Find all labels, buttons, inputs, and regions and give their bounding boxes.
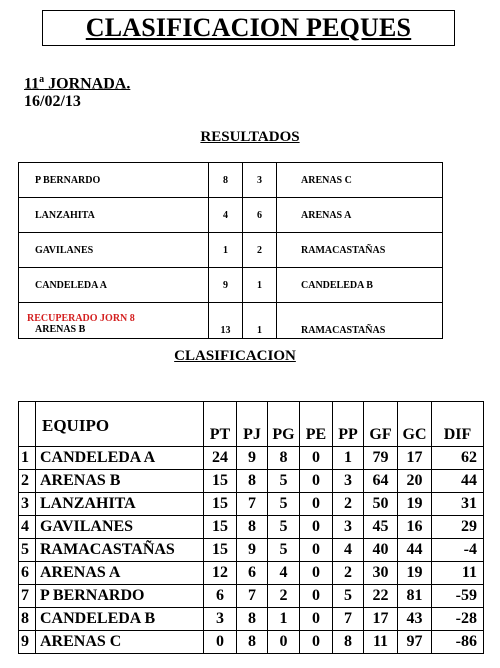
standing-pj: 7 bbox=[237, 585, 268, 608]
header-pp: PP bbox=[333, 402, 364, 447]
result-row bbox=[19, 198, 443, 233]
standing-dif: 29 bbox=[432, 516, 484, 539]
match-date: 16/02/13 bbox=[24, 93, 81, 110]
result-away-goals: 2 bbox=[243, 233, 277, 268]
standing-team: ARENAS C bbox=[36, 631, 204, 654]
result-away-goals: 3 bbox=[243, 163, 277, 198]
result-home-team: ARENAS B bbox=[35, 324, 86, 335]
result-home-team: P BERNARDO bbox=[19, 163, 209, 198]
standing-team: ARENAS A bbox=[36, 562, 204, 585]
standing-gf: 11 bbox=[364, 631, 398, 654]
standings-row bbox=[19, 493, 484, 516]
standing-gf: 64 bbox=[364, 470, 398, 493]
standing-pt: 15 bbox=[204, 493, 237, 516]
result-row bbox=[19, 268, 443, 303]
result-away-team: ARENAS A bbox=[277, 198, 443, 233]
standing-pt: 15 bbox=[204, 516, 237, 539]
standing-pe: 0 bbox=[300, 608, 333, 631]
standing-position: 8 bbox=[19, 608, 36, 631]
result-home-goals: 9 bbox=[209, 268, 243, 303]
standings-header-row bbox=[19, 402, 484, 447]
result-row bbox=[19, 163, 443, 198]
standings-row bbox=[19, 447, 484, 470]
results-table bbox=[18, 162, 443, 339]
standing-dif: -59 bbox=[432, 585, 484, 608]
standing-dif: 31 bbox=[432, 493, 484, 516]
standings-table bbox=[18, 401, 484, 654]
standing-pp: 2 bbox=[333, 562, 364, 585]
standings-row bbox=[19, 585, 484, 608]
standing-pp: 8 bbox=[333, 631, 364, 654]
standing-position: 7 bbox=[19, 585, 36, 608]
standing-pg: 5 bbox=[268, 539, 300, 562]
result-home-goals: 4 bbox=[209, 198, 243, 233]
standing-gc: 17 bbox=[398, 447, 432, 470]
standing-pj: 9 bbox=[237, 447, 268, 470]
standing-pp: 2 bbox=[333, 493, 364, 516]
standing-pp: 3 bbox=[333, 516, 364, 539]
standing-team: LANZAHITA bbox=[36, 493, 204, 516]
standing-gf: 30 bbox=[364, 562, 398, 585]
standing-team: RAMACASTAÑAS bbox=[36, 539, 204, 562]
header-pg: PG bbox=[268, 402, 300, 447]
standing-gf: 45 bbox=[364, 516, 398, 539]
result-home-goals: 13 bbox=[209, 303, 243, 339]
standing-pg: 8 bbox=[268, 447, 300, 470]
header-pj: PJ bbox=[237, 402, 268, 447]
jornada-number: 11 bbox=[24, 75, 40, 93]
standing-gc: 43 bbox=[398, 608, 432, 631]
result-away-goals: 6 bbox=[243, 198, 277, 233]
result-away-team: ARENAS C bbox=[277, 163, 443, 198]
standing-pe: 0 bbox=[300, 585, 333, 608]
standing-pj: 8 bbox=[237, 631, 268, 654]
standing-team: ARENAS B bbox=[36, 470, 204, 493]
standing-gc: 19 bbox=[398, 493, 432, 516]
standing-dif: 44 bbox=[432, 470, 484, 493]
standing-pj: 8 bbox=[237, 470, 268, 493]
standing-pg: 4 bbox=[268, 562, 300, 585]
standing-pe: 0 bbox=[300, 493, 333, 516]
result-away-team: RAMACASTAÑAS bbox=[277, 233, 443, 268]
standings-row bbox=[19, 470, 484, 493]
standing-pe: 0 bbox=[300, 516, 333, 539]
result-row bbox=[19, 303, 443, 339]
result-away-goals: 1 bbox=[243, 303, 277, 339]
standing-team: CANDELEDA A bbox=[36, 447, 204, 470]
standing-gf: 79 bbox=[364, 447, 398, 470]
standing-pt: 3 bbox=[204, 608, 237, 631]
result-away-goals: 1 bbox=[243, 268, 277, 303]
result-home-team: LANZAHITA bbox=[19, 198, 209, 233]
standing-position: 1 bbox=[19, 447, 36, 470]
standing-pp: 1 bbox=[333, 447, 364, 470]
standing-pe: 0 bbox=[300, 447, 333, 470]
standing-pj: 8 bbox=[237, 516, 268, 539]
title-box bbox=[42, 10, 455, 46]
result-away-team: RAMACASTAÑAS bbox=[277, 303, 443, 339]
standing-gc: 44 bbox=[398, 539, 432, 562]
header-gf: GF bbox=[364, 402, 398, 447]
standing-gc: 16 bbox=[398, 516, 432, 539]
standing-pj: 6 bbox=[237, 562, 268, 585]
header-pos bbox=[19, 402, 36, 447]
standing-pg: 0 bbox=[268, 631, 300, 654]
standing-team: CANDELEDA B bbox=[36, 608, 204, 631]
standing-pp: 5 bbox=[333, 585, 364, 608]
recovered-note: RECUPERADO JORN 8 bbox=[27, 313, 135, 324]
standings-row bbox=[19, 631, 484, 654]
standing-team: P BERNARDO bbox=[36, 585, 204, 608]
standing-pt: 24 bbox=[204, 447, 237, 470]
result-home-goals: 8 bbox=[209, 163, 243, 198]
standings-row bbox=[19, 608, 484, 631]
standing-gc: 81 bbox=[398, 585, 432, 608]
header-dif: DIF bbox=[432, 402, 484, 447]
header-team: EQUIPO bbox=[36, 402, 204, 447]
standing-pj: 8 bbox=[237, 608, 268, 631]
standing-gc: 20 bbox=[398, 470, 432, 493]
standing-pj: 9 bbox=[237, 539, 268, 562]
standings-row bbox=[19, 562, 484, 585]
standings-row bbox=[19, 516, 484, 539]
standing-gf: 40 bbox=[364, 539, 398, 562]
standing-pg: 2 bbox=[268, 585, 300, 608]
standings-row bbox=[19, 539, 484, 562]
result-home-goals: 1 bbox=[209, 233, 243, 268]
standing-pp: 3 bbox=[333, 470, 364, 493]
standing-pt: 15 bbox=[204, 470, 237, 493]
standing-pe: 0 bbox=[300, 539, 333, 562]
standing-dif: -86 bbox=[432, 631, 484, 654]
standing-pg: 5 bbox=[268, 516, 300, 539]
standing-pg: 1 bbox=[268, 608, 300, 631]
standing-pt: 0 bbox=[204, 631, 237, 654]
result-row bbox=[19, 233, 443, 268]
standing-gf: 17 bbox=[364, 608, 398, 631]
header-gc: GC bbox=[398, 402, 432, 447]
standing-position: 3 bbox=[19, 493, 36, 516]
page-title: CLASIFICACION PEQUES bbox=[85, 13, 412, 42]
standing-team: GAVILANES bbox=[36, 516, 204, 539]
standing-dif: 11 bbox=[432, 562, 484, 585]
standings-title: CLASIFICACION bbox=[174, 348, 296, 364]
standing-pg: 5 bbox=[268, 470, 300, 493]
standing-pe: 0 bbox=[300, 562, 333, 585]
standing-position: 6 bbox=[19, 562, 36, 585]
standing-pe: 0 bbox=[300, 631, 333, 654]
jornada-text: JORNADA. bbox=[44, 75, 131, 93]
standing-position: 4 bbox=[19, 516, 36, 539]
standing-dif: 62 bbox=[432, 447, 484, 470]
standing-pj: 7 bbox=[237, 493, 268, 516]
result-home-cell bbox=[19, 303, 209, 339]
result-away-team: CANDELEDA B bbox=[277, 268, 443, 303]
standing-dif: -4 bbox=[432, 539, 484, 562]
result-home-team: CANDELEDA A bbox=[19, 268, 209, 303]
standing-gf: 22 bbox=[364, 585, 398, 608]
standing-gc: 19 bbox=[398, 562, 432, 585]
standing-pp: 7 bbox=[333, 608, 364, 631]
standing-pg: 5 bbox=[268, 493, 300, 516]
standing-position: 5 bbox=[19, 539, 36, 562]
standing-pe: 0 bbox=[300, 470, 333, 493]
standing-pt: 12 bbox=[204, 562, 237, 585]
header-pe: PE bbox=[300, 402, 333, 447]
jornada-ordinal: a bbox=[39, 74, 45, 85]
standing-position: 9 bbox=[19, 631, 36, 654]
standing-pt: 6 bbox=[204, 585, 237, 608]
standing-pp: 4 bbox=[333, 539, 364, 562]
standing-dif: -28 bbox=[432, 608, 484, 631]
result-home-team: GAVILANES bbox=[19, 233, 209, 268]
jornada-label bbox=[24, 74, 130, 93]
standing-gf: 50 bbox=[364, 493, 398, 516]
standing-position: 2 bbox=[19, 470, 36, 493]
results-title: RESULTADOS bbox=[200, 129, 300, 145]
standing-pt: 15 bbox=[204, 539, 237, 562]
header-pt: PT bbox=[204, 402, 237, 447]
standing-gc: 97 bbox=[398, 631, 432, 654]
